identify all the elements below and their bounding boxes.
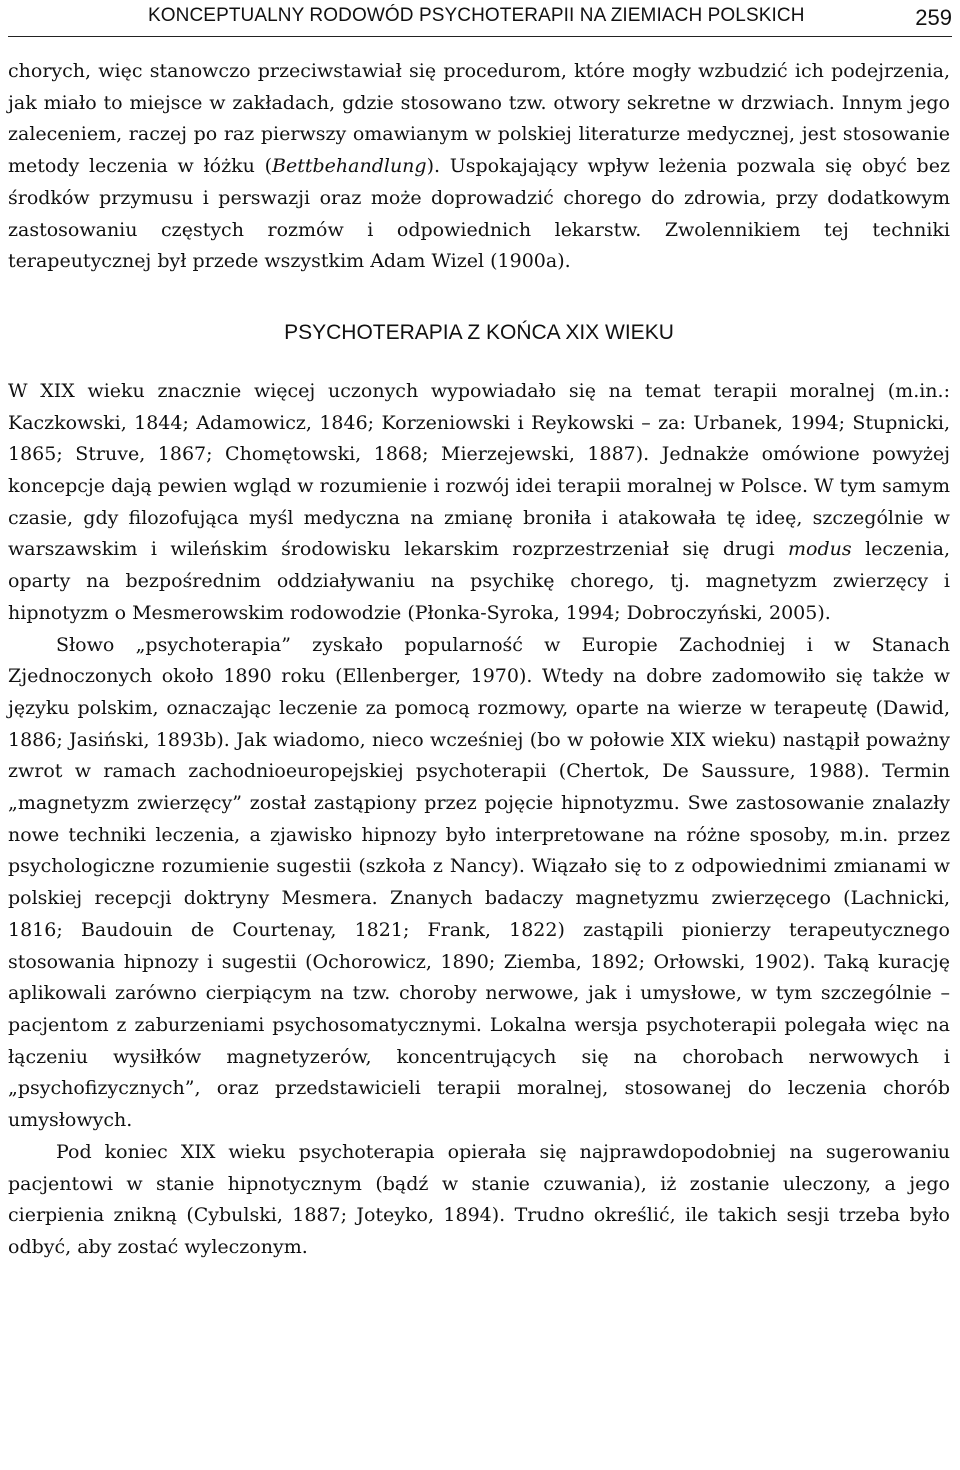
running-title: KONCEPTUALNY RODOWÓD PSYCHOTERAPII NA ZIEMIACH POLSKICH <box>148 5 805 26</box>
page-number: 259 <box>915 5 952 30</box>
paragraph-bettbehandlung <box>8 56 950 278</box>
paragraph-text: leczenia, oparty na bezpośrednim oddziaływaniu na psychikę chorego, tj. magnetyzm zwierzęcy i hipnotyzm o Mesmerowskim rodowodzie (Płonka-Syroka, 1994; Dobroczyński, 2005). <box>8 538 950 624</box>
paragraph-text: W XIX wieku znacznie więcej uczonych wypowiadało się na temat terapii moralnej (m.in.: Kaczkowski, 1844; Adamowicz, 1846; Korzeniowski i Reykowski – za: Urbanek, 1994; Stupnicki, 1865; Struve, 1867; Chomętowski, 1868; Mierzejewski, 1887). Jednakże omówione powyżej koncepcje dają pewien wgląd w rozumienie i rozwój idei terapii moralnej w Polsce. W tym samym czasie, gdy filozofująca myśl medyczna na zmianę broniła i atakowała tę ideę, szczególnie w warszawskim i wileńskim środowisku lekarskim rozprzestrzeniał się drugi <box>8 379 950 561</box>
paragraph-end-of-century: Pod koniec XIX wieku psychoterapia opierała się najprawdopodobniej na sugerowaniu pacjentowi w stanie hipnotycznym (bądź w stanie czuwania), iż zostanie uleczony, a jego cierpienia znikną (Cybulski, 1887; Joteyko, 1894). Trudno określić, ile takich sesji trzeba było odbyć, aby zostać wyleczonym. <box>8 1140 950 1258</box>
paragraph-text: ). Uspokajający wpływ leżenia pozwala się obyć bez środków przymusu i perswazji oraz może doprowadzić chorego do zdrowia, przy dodatkowym zastosowaniu częstych rozmów i odpowiednich lekarstw. Zwolennikiem tej techniki terapeutycznej był przede wszystkim Adam Wizel (1900a). <box>8 155 950 273</box>
paragraph-text: chorych, więc stanowczo przeciwstawiał się procedurom, które mogły wzbudzić ich podejrzenia, jak miało to miejsce w zakładach, gdzie stosowano tzw. otwory sekretne w drzwiach. Innym jego zaleceniem, raczej po raz pierwszy omawianym w polskiej literaturze medycznej, jest stosowanie metody leczenia w łóżku ( <box>8 60 950 178</box>
body-text <box>8 56 950 1264</box>
paragraph-moral-therapy <box>8 376 950 630</box>
italic-term: Bettbehandlung <box>272 155 427 178</box>
section-heading: PSYCHOTERAPIA Z KOŃCA XIX WIEKU <box>284 320 674 344</box>
paragraph-psychotherapy-term: Słowo „psychoterapia” zyskało popularność w Europie Zachodniej i w Stanach Zjednoczonych około 1890 roku (Ellenberger, 1970). Wtedy na dobre zadomowiło się także w języku polskim, oznaczając leczenie za pomocą rozmowy, oparte na wierze w terapeutę (Dawid, 1886; Jasiński, 1893b). Jak wiadomo, nieco wcześniej (bo w połowie XIX wieku) nastąpił poważny zwrot w ramach zachodnioeuropejskiej psychoterapii (Chertok, De Saussure, 1988). Termin „magnetyzm zwierzęcy” został zastąpiony przez pojęcie hipnotyzmu. Swe zastosowanie znalazły nowe techniki leczenia, a zjawisko hipnozy było interpretowane na różne sposoby, m.in. przez psychologiczne rozumienie sugestii (szkoła z Nancy). Wiązało się to z odpowiednimi zmianami w polskiej recepcji doktryny Mesmera. Znanych badaczy magnetyzmu zwierzęcego (Lachnicki, 1816; Baudouin de Courtenay, 1821; Frank, 1822) zastąpili pionierzy terapeutycznego stosowania hipnozy i sugestii (Ochorowicz, 1890; Ziemba, 1892; Orłowski, 1902). Taką kurację aplikowali zarówno cierpiącym na tzw. choroby nerwowe, jak i umysłowe, w tym szczególnie – pacjentom z zaburzeniami psychosomatycznymi. Lokalna wersja psychoterapii polegała więc na łączeniu wysiłków magnetyzerów, koncentrujących się na chorobach nerwowych i „psychofizycznych”, oraz przedstawicieli terapii moralnej, stosowanej do leczenia chorób umysłowych. <box>8 633 950 1132</box>
running-header <box>8 0 952 37</box>
italic-term: modus <box>788 538 852 561</box>
